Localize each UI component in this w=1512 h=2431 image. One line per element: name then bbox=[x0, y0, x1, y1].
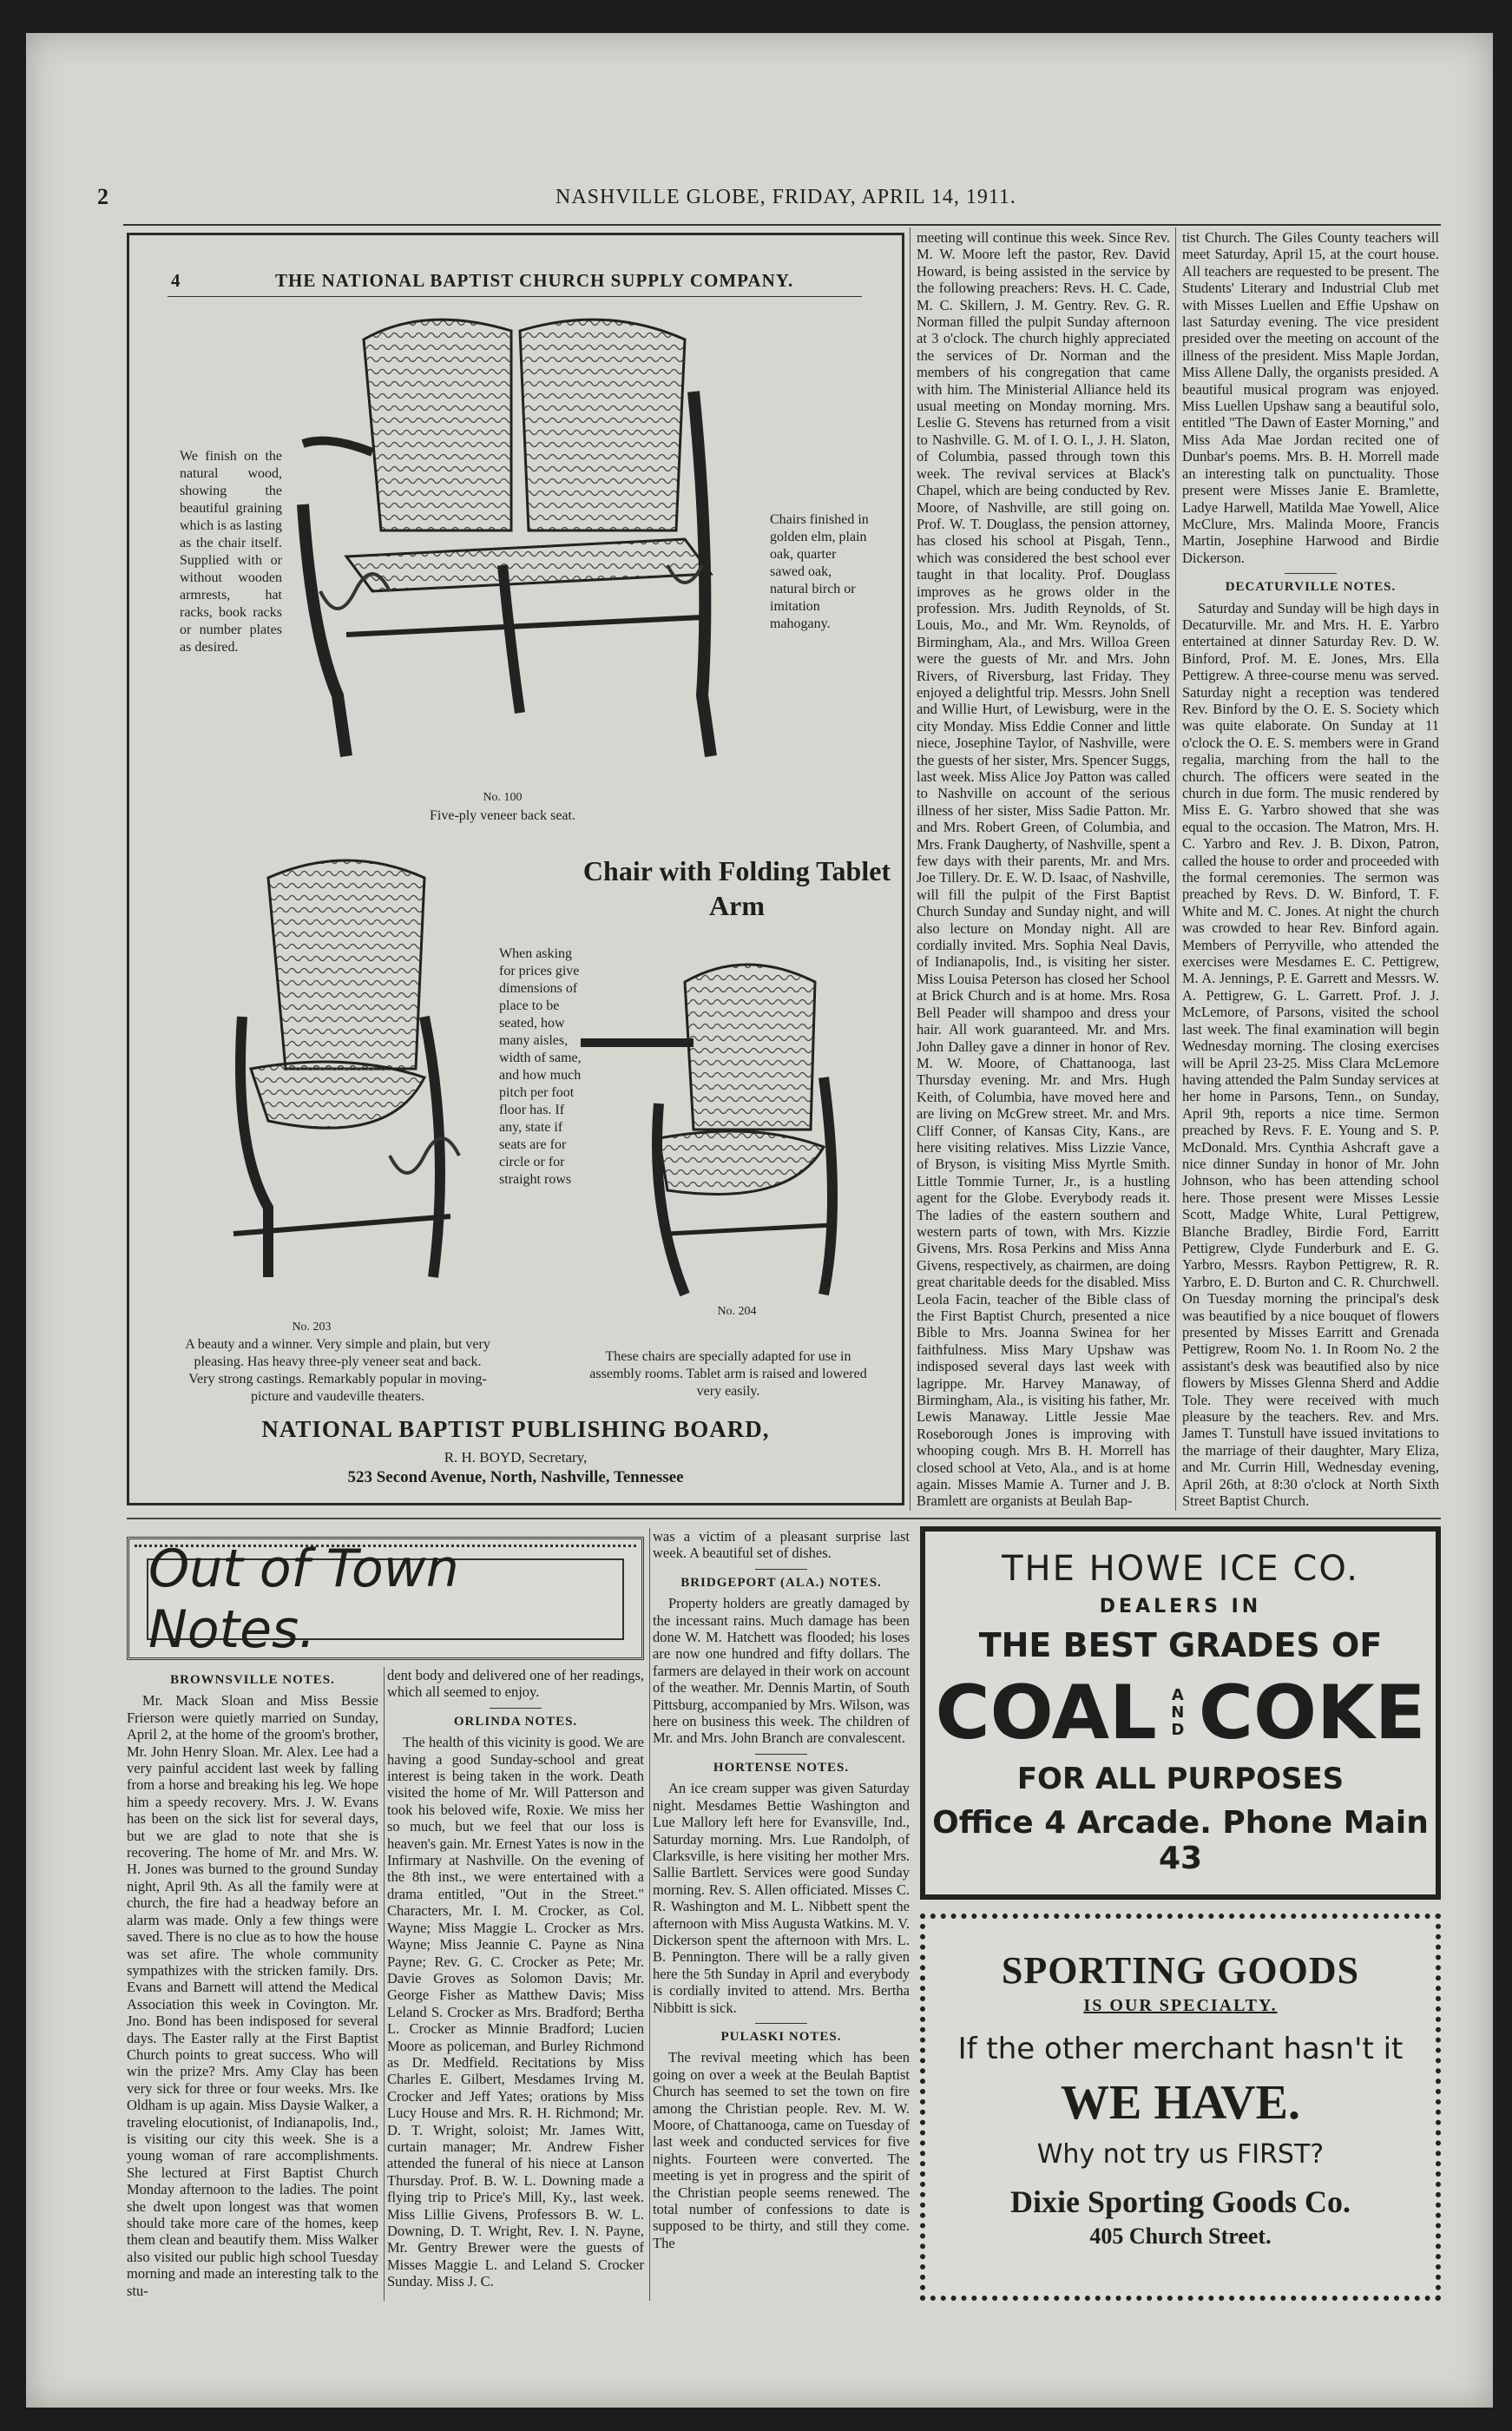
section-divider bbox=[490, 1708, 542, 1709]
notes-title: Out of Town Notes. bbox=[148, 1538, 459, 1660]
tablet-chair-title: Chair with Folding Tablet Arm bbox=[582, 855, 891, 921]
article-text: was a victim of a pleasant surprise last week. A beautiful set of dishes. bbox=[653, 1528, 910, 1562]
ad-page-marker: 4 bbox=[171, 270, 181, 291]
board-address: 523 Second Avenue, North, Nashville, Tennessee bbox=[347, 1468, 684, 1486]
howe-dealers: DEALERS IN bbox=[1099, 1596, 1262, 1617]
coke-word: COKE bbox=[1198, 1670, 1426, 1756]
notes-column-1 bbox=[127, 1667, 378, 2299]
section-heading: BROWNSVILLE NOTES. bbox=[170, 1673, 335, 1687]
board-secretary: R. H. BOYD, Secretary, bbox=[444, 1449, 588, 1466]
chair-204-number: No. 204 bbox=[717, 1305, 757, 1318]
section-divider bbox=[755, 1569, 807, 1570]
chair-203-number: No. 203 bbox=[292, 1321, 332, 1334]
section-divider bbox=[1285, 573, 1337, 574]
article-text: tist Church. The Giles County teachers will meet Saturday, April 15, at the court house. All teachers are requested to be present. The Students' Literary and Industrial Club met with Misses Luellen and Effie Upshaw on last Saturday evening. The vice president presided over the meeting on account of the illness of the president. Miss Maple Jordan, Miss Allene Dally, the organists presided. A beautiful musical program was enjoyed. Miss Luellen Upshaw sang a beautiful solo, entitled "The Dawn of Easter Morning," and Miss Ada Mae Jordan recited one of Dunbar's poems. Mrs. B. H. Morrell made an interesting talk on punctuality. Those present were Misses Janie E. Bramlette, Ladye Harwell, Matilda Mae Yowell, Alice McClure, Mrs. Malinda Moore, Francis Martin, Josephine Harwood and Birdie Dickerson. bbox=[1182, 229, 1439, 566]
coal-coke-line bbox=[925, 1670, 1436, 1756]
howe-ice-advertisement bbox=[920, 1526, 1441, 1900]
section-heading: BRIDGEPORT (ALA.) NOTES. bbox=[680, 1575, 882, 1590]
howe-best-grades: THE BEST GRADES OF bbox=[978, 1626, 1383, 1664]
sporting-line-2: WE HAVE. bbox=[1061, 2076, 1300, 2130]
article-text: Mr. Mack Sloan and Miss Bessie Frierson were quietly married on Sunday, April 2, at the home of the groom's brother, Mr. John Henry Sloan. Mr. Alex. Lee had a very painful accident last week by falling from a horse and breaking his leg. We hope him a speedy recovery. Mrs. J. W. Evans has been on the sick list for several days, but we are glad to note that she is recovering. The home of Mr. and Mrs. W. H. Jones was burned to the ground Sunday night, April 9th. As all the family were at church, the fire had a headway before an alarm was made. Only a few things were saved. There is no clue as to how the house was set afire. The whole community sympathizes with the stricken family. Drs. Evans and Barnett will attend the Medical Association this week in Covington. Mr. Jno. Bond has been indisposed for several days. The Easter rally at the First Baptist Church points to great success. Who will win the prize? Mrs. Amy Clay has been very sick for three or four weeks. Mrs. Ike Oldham is up again. Miss Daysie Walker, a traveling elocutionist, of Indianapolis, Ind., is visiting our city this week. She is a young woman of rare accomplishments. She lectured at First Baptist Church Monday afternoon to the ladies. The point she dwelt upon longest was that women should take more care of the homes, keep them clean and beautify them. Miss Walker also visited our public high school Tuesday morning and made an interesting talk to the stu- bbox=[127, 1692, 378, 2299]
article-text: Saturday and Sunday will be high days in Decaturville. Mr. and Mrs. H. E. Yarbro entertained at dinner Saturday Rev. D. W. Binford, Prof. M. E. Jones, Mrs. Ella Pettigrew. A three-course menu was served. Saturday night a reception was tendered Rev. Binford by the O. E. S. Society which was quite elaborate. On Sunday at 11 o'clock the O. E. S. members were in Grand regalia, marching from the hall to the church. The officers were seated in the church in due form. The music rendered by Miss E. G. Yarbro showed that she was equal to the occasion. The Matron, Mrs. H. C. Yarbro and Rev. J. B. Dixon, Patron, called the house to order and proceeded with the formal ceremonies. The sermon was preached by Revs. D. W. Binford, T. F. White and M. C. Jones. At night the church was crowded to hear Rev. Binford again. Members of Perryville, who attended the exercises were Mesdames E. C. Pettigrew, M. A. Jennings, P. E. Garrett and Messrs. W. A. Pettigrew, G. L. Garrett. Prof. J. J. McLemore, of Parsons, visited the school last week. The final examination will begin Wednesday morning. The closing exercises will be April 23-25. Miss Clara McLemore having attended the Palm Sunday services at her home in Parsons, Tenn., on Sunday, April 9th, reports a nice time. Sermon preached by Revs. F. E. Young and S. P. McDonald. Mrs. Cynthia Ashcraft gave a nice dinner Sunday in honor of Mr. John Johnson, who has been attending school here. Those present were Misses Lessie Scott, Madge White, Lural Pettigrew, Blanche Bradley, Birdie Ford, Earritt Pettigrew, Clyde Funderburk and E. G. Yarbro, Messrs. Raybon Pettigrew, R. R. Yarbro, E. D. Burton and C. R. Churchwell. On Tuesday morning the principal's desk was beautified by a nice bouquet of flowers presented by Misses Earritt and Grenada Pettigrew, Room No. 1. In Room No. 2 the assistant's desk was beautified also by nice flowers by Misses Glenna Sherd and Addie Tole. They were received with much pleasure by the teachers. Rev. and Mrs. James T. Tunstull have issued invitations to the marriage of their daughter, Mary Eliza, and Mr. Currin Hill, Wednesday evening, April 26th, at 8:30 o'clock at North Sixth Street Baptist Church. bbox=[1182, 599, 1439, 1510]
notes-column-2 bbox=[387, 1667, 644, 2290]
article-text: dent body and delivered one of her readings, which all seemed to enjoy. bbox=[387, 1667, 644, 1701]
section-heading: ORLINDA NOTES. bbox=[453, 1714, 578, 1729]
finish-options: Chairs finished in golden elm, plain oak, quarter sawed oak, natural birch or imitation mahogany. bbox=[770, 512, 869, 631]
notes-column-3 bbox=[653, 1528, 910, 2251]
chair-advertisement bbox=[127, 233, 904, 1505]
sporting-specialty: IS OUR SPECIALTY. bbox=[1083, 1996, 1278, 2015]
howe-office: Office 4 Arcade. Phone Main 43 bbox=[932, 1805, 1429, 1876]
double-chair-illustration bbox=[294, 305, 746, 774]
article-continued bbox=[917, 229, 1170, 1510]
sporting-company: Dixie Sporting Goods Co. bbox=[1009, 2184, 1351, 2219]
masthead: NASHVILLE GLOBE, FRIDAY, APRIL 14, 1911. bbox=[555, 186, 1016, 208]
chair-100-number: No. 100 bbox=[483, 791, 523, 804]
howe-purposes: FOR ALL PURPOSES bbox=[1016, 1762, 1344, 1796]
notes-banner bbox=[127, 1537, 644, 1660]
section-divider bbox=[755, 1754, 807, 1755]
article-text: meeting will continue this week. Since Rev. M. W. Moore left the pastor, Rev. David Howard, is being assisted in the service by the following preachers: Revs. H. C. Cade, M. C. Skillern, J. M. Gentry. Rev. G. R. Norman filled the pulpit Sunday afternoon at 3 o'clock. The church highly appreciated the services of Dr. Norman and the members of his congregation that came with him. The Ministerial Alliance held its usual meeting on Monday morning. Mrs. Leslie G. Stevens has returned from a visit to Nashville. G. M. of I. O. I., J. H. Slaton, of Columbia, passed through town this week. The revival services at Black's Chapel, which are being conducted by Rev. Moore, of Nashville, are still going on. Prof. W. T. Douglass, the pension attorney, has closed his school at Pisgah, Tenn., which was considered the best school ever taught in that locality. Prof. Douglass improves as he grows older in the profession. Mrs. Judith Reynolds, of St. Louis, Mo., and Mr. Wm. Reynolds, of Birmingham, Ala., and Mrs. Willoa Green were the guests of Mr. and Mrs. John Rivers, of Riversburg, last Friday. They enjoyed a delightful trip. Messrs. John Snell and Willie Hurt, of Lewisburg, were in the city Monday. Miss Eddie Conner and little niece, Josephine Taylor, of Nashville, were the guests of her sister, Mrs. Spencer Suggs, last week. Miss Alice Joy Patton was called to Nashville on account of the serious illness of her sister, Miss Sadie Patton. Mr. and Mrs. Robert Green, of Columbia, and Mrs. Frank Daugherty, of Nashville, spent a few days with their parents, Mr. and Mrs. Joe Tillery. Dr. E. W. D. Isaac, of Nashville, will fill the pulpit of the First Baptist Church Sunday and Sunday night, and will also lecture on Monday night. All are cordially invited. Mrs. Sophia Neal Davis, of Indianapolis, Ind., is visiting her sister. Miss Louisa Peterson has closed her School at Brick Church and is at home. Mrs. Rosa Bell Peader will shampoo and dress your hair. All work guaranteed. Mr. and Mrs. John Dalley gave a dinner in honor of Rev. M. W. Moore, of Chattanooga, last Thursday evening. Mr. and Mrs. Hugh Keith, of Columbia, have moved here and are living on McGrew street. Mr. and Mrs. Cliff Conner, of Kansas City, Kans., are here visiting relatives. Miss Lizzie Vance, of Bryson, is visiting Miss Myrtle Smith. Little Tommie Turner, Jr., is a hustling agent for the Globe. Everybody reads it. The ladies of the eastern southern and western parts of town, with Mrs. Kizzie Givens, Mrs. Rosa Perkins and Miss Anna Givens, respectively, as chairmen, are doing great charitable deeds for the disabled. Miss Leola Facin, teacher of the Bible class of the First Baptist Church, presented a nice Bible to Mrs. Joanna Swinea for her faithfulness. Miss Mary Upshaw was indisposed several days last week with lagrippe. Mr. Harvey Manaway, of Birmingham, Ala., is visiting his father, Mr. Lewis Manaway. Little Jessie Mae Roseborough Jones is improving with whooping cough. Mrs B. H. Morrell has closed school at Veto, Ala., and is at home again. Misses Mamie A. Turner and J. B. Bramlett are organists at Beulah Bap- bbox=[917, 229, 1170, 1510]
finish-description: We finish on the natural wood, showing the beautiful graining which is as lasting as the chair itself. Supplied with or without wooden armrests, hat racks, book racks or number plates as desired. bbox=[180, 449, 282, 655]
section-heading: HORTENSE NOTES. bbox=[713, 1760, 850, 1775]
publishing-board: NATIONAL BAPTIST PUBLISHING BOARD, bbox=[261, 1416, 770, 1442]
sporting-goods-advertisement bbox=[920, 1914, 1441, 2301]
section-rule bbox=[127, 1518, 1441, 1519]
coal-word: COAL bbox=[935, 1670, 1157, 1756]
sporting-line-1: If the other merchant hasn't it bbox=[957, 2032, 1404, 2066]
and-word: AND bbox=[1171, 1686, 1185, 1739]
section-heading: PULASKI NOTES. bbox=[720, 2029, 842, 2044]
article-text: An ice cream supper was given Saturday night. Mesdames Bettie Washington and Lue Mallory left here for Evansville, Ind., Saturday morning. Mrs. Lue Randolph, of Clarksville, is here visiting her mother Mrs. Sallie Bartlett. Services were good Sunday morning. Rev. S. Allen officiated. Misses C. R. Washington and M. L. Nibbett spent the afternoon with Miss Augusta Watkins. M. V. Dickerson spent the afternoon with Mrs. L. B. Pennington. There will be a rally given here the 5th Sunday in April and everybody is cordially invited to attend. Mrs. Bertha Nibbitt is sick. bbox=[653, 1780, 910, 2016]
howe-name: THE HOWE ICE CO. bbox=[1002, 1549, 1359, 1589]
section-heading: DECATURVILLE NOTES. bbox=[1225, 580, 1397, 595]
seating-instructions: When asking for prices give dimensions of place to be seated, how many aisles, width of same, and how much pitch per foot floor has. If any, state if seats are for circle or for straight rows bbox=[499, 946, 582, 1187]
article-text: The revival meeting which has been going on over a week at the Beulah Baptist Church has seemed to set the town on fire among the Christian people. Rev. M. W. Moore, of Chattanooga, came on Tuesday of last week and conducted services for five nights. Fourteen were converted. The meeting is yet in progress and the spirit of the Christian people seems renewed. The total number of confessions to date is supposed to be thirty, and still they come. The bbox=[653, 2049, 910, 2251]
column-divider bbox=[1175, 227, 1176, 1511]
section-divider bbox=[755, 2023, 807, 2024]
article-text: Property holders are greatly damaged by the incessant rains. Much damage has been done W. M. Hatchett was flooded; his loses are now one hundred and fifty dollars. The farmers are delayed in their work on account of the weather. Mr. Dennis Martin, of South Pittsburg, accompanied by Mrs. Wilson, was here on business this week. The children of Mr. and Mrs. John Branch are convalescent. bbox=[653, 1595, 910, 1747]
chair-204-illustration bbox=[581, 947, 867, 1312]
sporting-title: SPORTING GOODS bbox=[1001, 1949, 1360, 1992]
article-right bbox=[1182, 229, 1439, 1509]
chair-203-caption: A beauty and a winner. Very simple and plain, but very pleasing. Has heavy three-ply veneer seat and back. Very strong castings. Remarkably popular in moving-picture and vaudeville theaters. bbox=[185, 1337, 490, 1404]
ad-company-name: THE NATIONAL BAPTIST CHURCH SUPPLY COMPANY. bbox=[275, 270, 794, 291]
chair-100-caption: Five-ply veneer back seat. bbox=[430, 808, 575, 823]
chair-203-illustration bbox=[216, 843, 477, 1295]
chair-204-caption: These chairs are specially adapted for use in assembly rooms. Tablet arm is raised and lowered very easily. bbox=[589, 1349, 867, 1399]
article-text: The health of this vicinity is good. We are having a good Sunday-school and great interest is being taken in the work. Death visited the home of Mr. Will Patterson and took his beloved wife, Roxie. We miss her so much, but we feel that our loss is heaven's gain. Mr. Ernest Yates is now in the Infirmary at Nashville. On the evening of the 8th inst., we were entertained with a drama entitled, "Out in the Street." Characters, Mr. I. M. Crocker, as Col. Wayne; Miss Maggie L. Crocker as Mrs. Wayne; Miss Jeannie C. Payne as Nina Payne; Rev. G. C. Crocker as Pete; Mr. Davie Groves as Solomon Davis; Mr. George Fisher as Matthew Davis; Miss Leland S. Crocker as Mrs. Bradford; Bertha L. Crocker as Minnie Bradford; Lucien Moore as policeman, and Burley Richmond as Dr. Medfield. Recitations by Miss Charles E. Gilbert, Mesdames Irving M. Crocker and Jeff Yates; orations by Miss Lucy House and Mrs. R. H. Richmond; Mr. D. T. Wright, soloist; Mr. James Witt, curtain manager; Mr. Andrew Fisher attended the funeral of his niece at Lanson Thursday. Prof. B. W. L. Downing made a flying trip to Price's Mill, Ky., last week. Miss Lillie Givens, Professors B. W. L. Downing, D. T. Wright, Rev. I. N. Payne, Mr. Gentry Brewer were the guests of Misses Maggie L. and Leland S. Crocker Sunday. Miss J. C. bbox=[387, 1734, 644, 2290]
sporting-line-3: Why not try us FIRST? bbox=[1036, 2139, 1325, 2170]
header-rule bbox=[123, 224, 1441, 226]
banner-frame bbox=[147, 1538, 624, 1660]
ad-header-rule bbox=[168, 296, 862, 297]
column-divider bbox=[384, 1667, 385, 2301]
sporting-address: 405 Church Street. bbox=[1089, 2223, 1272, 2249]
column-divider bbox=[649, 1528, 650, 2301]
page-number: 2 bbox=[97, 184, 108, 209]
